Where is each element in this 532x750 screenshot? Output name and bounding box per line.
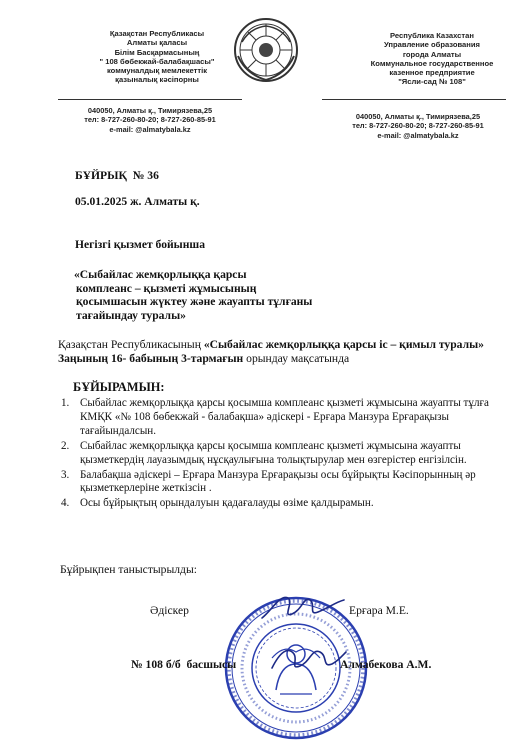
item-number: 1. xyxy=(61,397,70,409)
item-text: Сыбайлас жемқорлыққа қарсы қосымша комплеанс қызметі жұмысына жауапты қызметкердің лауазымдық нұсқаулығына толықтырулар мен өзгерістер енгізілсін. xyxy=(80,439,467,466)
right-header-line: Управление образования xyxy=(384,40,480,50)
order-heading: БҰЙЫРАМЫН: xyxy=(73,380,165,394)
right-header-line: "Ясли-сад № 108" xyxy=(398,77,466,87)
methodist-name: Ерғара М.Е. xyxy=(349,604,409,617)
left-header-rule xyxy=(58,99,242,100)
item-text: Сыбайлас жемқорлыққа қарсы қосымша комплеанс қызметі жұмысына жауапты тұлға КМҚК «№ 108 бөбекжай - балабақша» әдіскері - Ерғара Манзура Ерғарақызы тағайындалсын. xyxy=(80,397,489,437)
left-header-line: Қазақстан Республикасы xyxy=(109,29,205,38)
item-number: 4. xyxy=(61,497,70,510)
order-basis: Негізгі қызмет бойынша xyxy=(75,238,205,251)
order-number: БҰЙРЫҚ № 36 xyxy=(75,169,159,182)
order-preamble xyxy=(58,338,488,366)
left-header-line: Алматы қаласы xyxy=(126,38,188,48)
left-address-block xyxy=(50,106,250,134)
head-signature-icon xyxy=(268,642,348,678)
order-item xyxy=(61,440,489,468)
methodist-label: Әдіскер xyxy=(150,604,189,617)
item-number: 3. xyxy=(61,468,70,481)
left-header-line: коммуналдық мемлекеттік xyxy=(106,66,208,76)
left-header-block xyxy=(72,29,242,85)
state-emblem-icon xyxy=(232,16,300,84)
preamble-text: орындау мақсатында xyxy=(243,352,350,366)
address-line: 040050, Алматы қ., Тимирязева,25 xyxy=(355,112,481,121)
right-header-line: города Алматы xyxy=(402,49,462,59)
methodist-signature-icon xyxy=(258,588,348,628)
right-header-line: Коммунальное государственное xyxy=(370,58,494,68)
order-date: 05.01.2025 ж. Алматы қ. xyxy=(75,195,200,208)
order-item xyxy=(61,397,489,439)
subject-line: «Сыбайлас жемқорлыққа қарсы xyxy=(74,268,247,281)
subject-line: қосымшасын жүктеу және жауапты тұлғаны xyxy=(76,295,313,309)
right-address-block xyxy=(318,112,518,140)
head-label: № 108 б/б басшысы xyxy=(131,658,237,671)
phone-line: тел: 8-727-260-80-20; 8-727-260-85-91 xyxy=(352,121,484,131)
right-header-line: казенное предприятие xyxy=(389,68,475,78)
item-text: Балабақша әдіскері – Ерғара Манзура Ерғарақызы осы бұйрықты Кәсіпорынның әр қызметкерлеріне жеткізсін . xyxy=(80,468,476,495)
order-subject xyxy=(74,268,312,322)
subject-line: тағайындау туралы» xyxy=(76,308,186,322)
order-items xyxy=(61,397,489,512)
left-header-line: қазыналық кәсіпорны xyxy=(115,75,199,85)
acquainted-label: Бұйрықпен таныстырылды: xyxy=(60,563,197,576)
right-header-line: Республика Казахстан xyxy=(390,31,474,40)
item-number: 2. xyxy=(61,439,70,452)
phone-line: тел: 8-727-260-80-20; 8-727-260-85-91 xyxy=(84,115,216,125)
order-item xyxy=(61,469,489,497)
email-line: e-mail: @almatybala.kz xyxy=(377,130,459,140)
head-name: Алмабекова А.М. xyxy=(340,658,432,671)
law-reference: «Сыбайлас жемқорлыққа қарсы іс – қимыл туралы» Заңының 16- бабының 3-тармағын xyxy=(58,338,484,366)
left-header-line: Білім Басқармасының xyxy=(114,47,200,57)
subject-line: комплеанс – қызметі жұмысының xyxy=(76,281,257,295)
left-header-line: " 108 бөбекжай-балабақшасы" xyxy=(99,56,215,66)
order-item xyxy=(61,497,489,511)
email-line: e-mail: @almatybala.kz xyxy=(109,124,191,134)
item-text: Осы бұйрықтың орындалуын қадағалауды өзіме қалдырамын. xyxy=(80,497,374,510)
right-header-rule xyxy=(322,99,506,100)
preamble-text: Қазақстан Республикасының xyxy=(58,338,204,351)
right-header-block xyxy=(352,31,512,87)
address-line: 040050, Алматы қ., Тимирязева,25 xyxy=(87,106,213,115)
